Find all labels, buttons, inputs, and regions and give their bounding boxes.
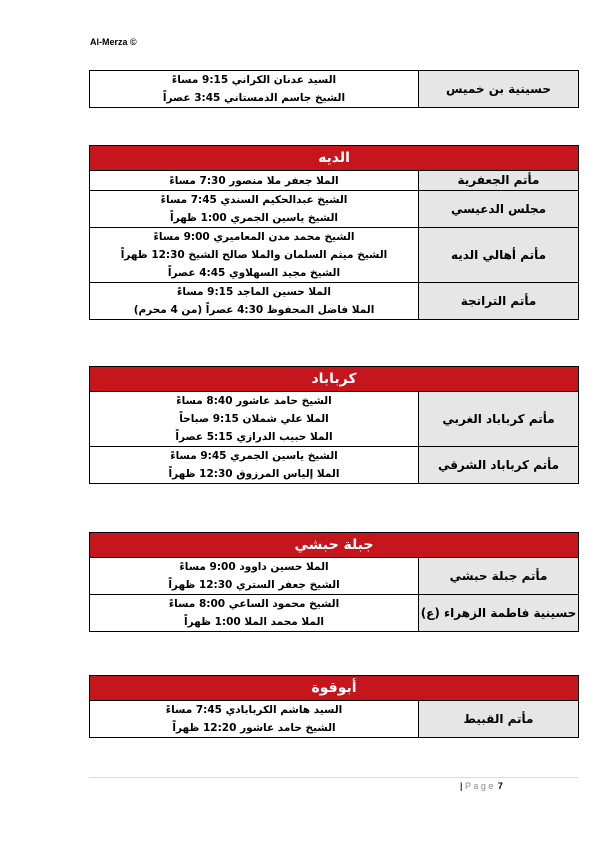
header-copyright: Al-Merza ©	[90, 37, 137, 47]
speakers-cell	[90, 71, 419, 108]
speakers-cell	[90, 283, 419, 320]
speaker-line: الملا فاضل المحفوظ 4:30 عصراً (من 4 محرم)	[133, 304, 375, 316]
speaker-line: الشيخ جعفر الستري 12:30 ظهراً	[168, 579, 340, 591]
speaker-line: الشيخ محمد مدن المعاميري 9:00 مساءً	[153, 231, 355, 243]
schedule-table-jablat-habshi	[89, 532, 579, 632]
table-row	[90, 447, 579, 484]
schedule-table-diyah	[89, 145, 579, 320]
schedule-table-abuqawa	[89, 675, 579, 738]
speakers-cell	[90, 595, 419, 632]
table-row	[90, 558, 579, 595]
table-row	[90, 228, 579, 283]
page-number: 7	[497, 781, 503, 791]
speaker-line: الملا إلياس المرزوق 12:30 ظهراً	[168, 468, 340, 480]
speaker-line: الملا حسين الماجد 9:15 مساءً	[177, 286, 331, 298]
speaker-line: الملا محمد الملا 1:00 ظهراً	[184, 616, 324, 628]
speaker-line: الشيخ ياسين الجمري 9:45 مساءً	[170, 450, 338, 462]
footer-bar: |	[460, 781, 463, 791]
venue-cell: حسينية فاطمة الزهراء (ع)	[419, 595, 579, 632]
section-title: أبوقوة	[90, 676, 579, 701]
speaker-line: الملا حبيب الدرازي 5:15 عصراً	[175, 431, 333, 443]
table-row	[90, 191, 579, 228]
speaker-line: الشيخ حامد عاشور 12:20 ظهراً	[172, 722, 336, 734]
speakers-cell	[90, 392, 419, 447]
speakers-cell	[90, 191, 419, 228]
schedule-table-karbabad	[89, 366, 579, 484]
venue-cell: مجلس الدعيسي	[419, 191, 579, 228]
table-row	[90, 171, 579, 191]
speaker-line: السيد عدنان الكراني 9:15 مساءً	[171, 74, 337, 86]
footer-page-label: P a g e	[465, 781, 494, 791]
speaker-line: الملا جعفر ملا منصور 7:30 مساءً	[169, 174, 339, 187]
table-row	[90, 595, 579, 632]
speaker-line: الشيخ جاسم الدمستاني 3:45 عصراً	[162, 92, 346, 104]
venue-cell: حسينية بن خميس	[419, 71, 579, 108]
section-title: الديه	[90, 146, 579, 171]
speakers-cell	[90, 558, 419, 595]
page-footer	[460, 781, 503, 791]
venue-cell: مأتم الجعفرية	[419, 171, 579, 191]
speaker-line: الشيخ عبدالحكيم السندي 7:45 مساءً	[160, 194, 348, 206]
table-row	[90, 392, 579, 447]
table-row	[90, 283, 579, 320]
speaker-line: الشيخ محمود الساعي 8:00 مساءً	[168, 598, 340, 610]
speakers-cell	[90, 447, 419, 484]
venue-cell: مأتم القبيط	[419, 701, 579, 738]
speaker-line: السيد هاشم الكربابادي 7:45 مساءً	[165, 704, 343, 716]
venue-cell: مأتم أهالي الديه	[419, 228, 579, 283]
venue-cell: مأتم جبلة حبشي	[419, 558, 579, 595]
speaker-line: الملا علي شملان 9:15 صباحاً	[179, 413, 329, 425]
speakers-cell	[90, 228, 419, 283]
table-row	[90, 71, 579, 108]
section-title: جبلة حبشي	[90, 533, 579, 558]
table-row	[90, 701, 579, 738]
speaker-line: الشيخ حامد عاشور 8:40 مساءً	[176, 395, 332, 407]
venue-cell: مأتم كرباباد الغربي	[419, 392, 579, 447]
venue-cell: مأتم كرباباد الشرقي	[419, 447, 579, 484]
speaker-line: الشيخ ميثم السلمان والملا صالح الشيخ 12:30 ظهراً	[120, 249, 388, 261]
speakers-cell	[90, 701, 419, 738]
section-title: كرباباد	[90, 367, 579, 392]
schedule-table-intro	[89, 70, 579, 108]
speaker-line: الشيخ مجيد السهلاوي 4:45 عصراً	[167, 267, 341, 279]
speaker-line: الشيخ ياسين الجمري 1:00 ظهراً	[169, 212, 339, 224]
speakers-cell	[90, 171, 419, 191]
venue-cell: مأتم التراتجة	[419, 283, 579, 320]
footer-divider	[89, 777, 578, 778]
speaker-line: الملا حسين داوود 9:00 مساءً	[179, 561, 329, 573]
